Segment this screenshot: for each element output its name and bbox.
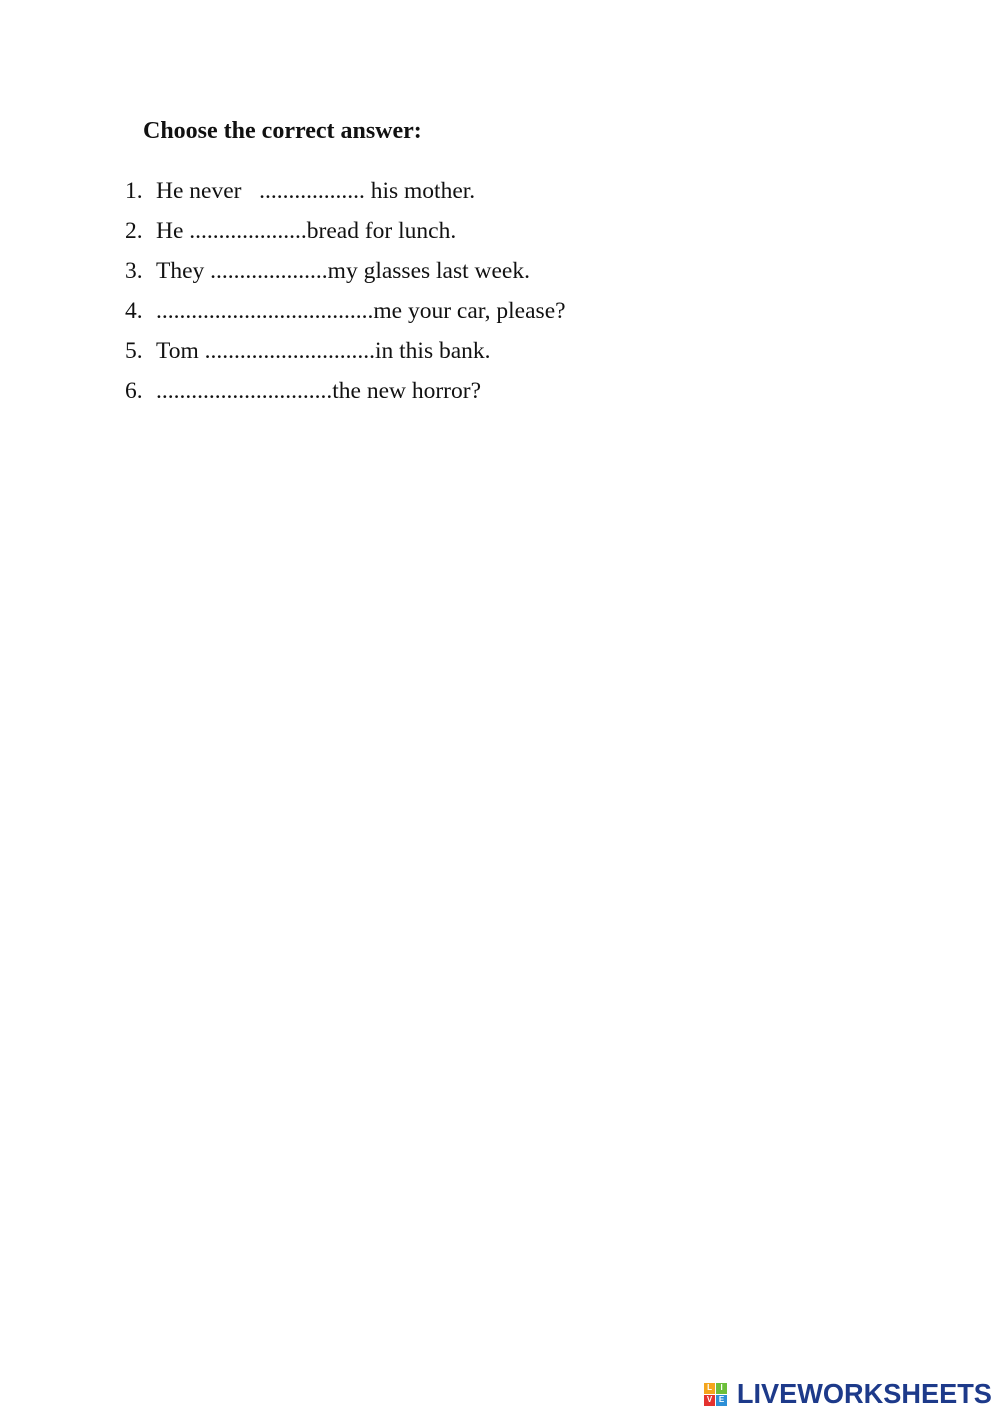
question-text: Tom .............................in this bank.: [156, 338, 491, 364]
question-text: He never .................. his mother.: [156, 178, 476, 204]
question-item: [125, 214, 566, 254]
instruction-heading: Choose the correct answer:: [143, 118, 422, 144]
liveworksheets-logo-icon: [704, 1383, 727, 1406]
question-number: 3.: [125, 258, 143, 284]
question-text: He ....................bread for lunch.: [156, 218, 457, 244]
question-item: [125, 254, 566, 294]
question-number: 6.: [125, 378, 143, 404]
question-number: 1.: [125, 178, 143, 204]
logo-letter-e: E: [716, 1395, 727, 1406]
question-number: 5.: [125, 338, 143, 364]
question-item: [125, 334, 566, 374]
question-text: .....................................me your car, please?: [156, 298, 566, 324]
logo-letter-v: V: [704, 1395, 715, 1406]
question-number: 4.: [125, 298, 143, 324]
question-item: [125, 374, 566, 414]
logo-letter-i: I: [716, 1383, 727, 1394]
liveworksheets-wordmark: LIVEWORKSHEETS: [736, 1378, 992, 1409]
question-list: [125, 174, 566, 414]
question-number: 2.: [125, 218, 143, 244]
liveworksheets-brand: [704, 1376, 992, 1412]
question-item: [125, 174, 566, 214]
question-text: ..............................the new horror?: [156, 378, 482, 404]
question-text: They ....................my glasses last week.: [156, 258, 530, 284]
question-item: [125, 294, 566, 334]
logo-letter-l: L: [704, 1383, 715, 1394]
